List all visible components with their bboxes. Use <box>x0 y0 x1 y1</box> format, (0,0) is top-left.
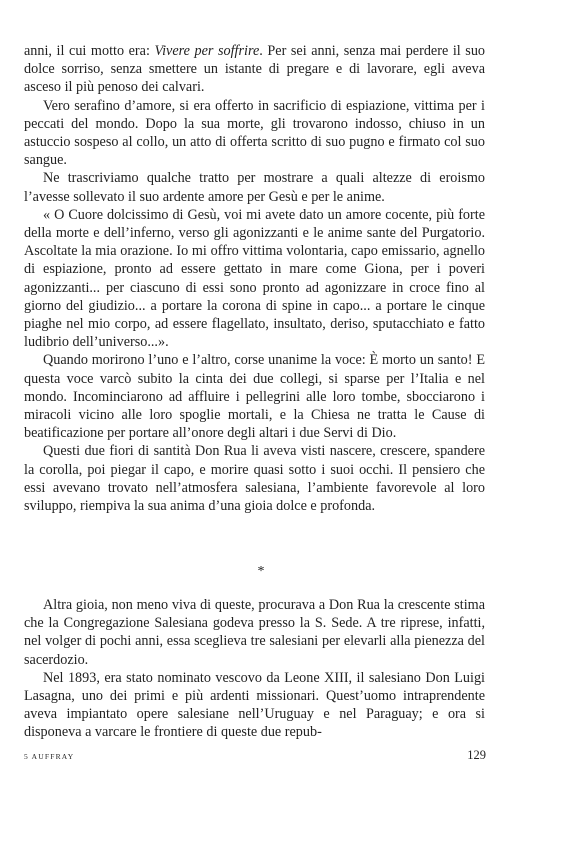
paragraph: Nel 1893, era stato nominato vescovo da Leone XIII, il salesiano Don Luigi Lasagna, uno dei primi e più ardenti missionari. Quest’uomo intraprendente aveva impiantato opere salesiane nell’Uruguay e nel Paraguay; e ora si disponeva a varcare le frontiere di queste due repub- <box>24 669 485 741</box>
paragraph: Altra gioia, non meno viva di queste, procurava a Don Rua la crescente stima che la Congregazione Salesiana godeva presso la S. Sede. A tre riprese, infatti, nel volger di pochi anni, essa sceglieva tre salesiani per elevarli alla pienezza del sacerdozio. <box>24 597 485 668</box>
paragraph: Questi due fiori di santità Don Rua li aveva visti nascere, crescere, spandere la corolla, poi piegar il capo, e morire quasi sotto i suoi occhi. Il pensiero che essi avevano trovato nell’atmosfera salesiana, l’ambiente favorevole al loro sviluppo, riempiva la sua anima d’una gioia dolce e profonda. <box>24 443 485 515</box>
text-block-top <box>24 42 485 515</box>
paragraph-text: anni, il cui motto era: <box>24 43 155 59</box>
text-block-bottom <box>24 596 485 742</box>
page-number: 129 <box>467 748 486 762</box>
motto-italic: Vivere per soffrire <box>154 43 260 59</box>
section-separator: * <box>257 564 265 579</box>
quotation-paragraph: « O Cuore dolcissimo di Gesù, voi mi avete dato un amore cocente, più forte della morte e dell’inferno, verso gli agonizzanti e le anime sante del Purgatorio. Ascoltate la mia orazione. Io mi offro vittima volontaria, capo emissario, agnello di espiazione, pronto ad essere gettato in mare come Giona, per i poveri agonizzanti... per ciascuno di essi sono pronto ad agonizzare in croce fino al giorno del giudizio... a portare la corona di spine in capo... a portare le cinque piaghe nel mio corpo, ad essere flagellato, insultato, deriso, sputacchiato e fatto ludibrio dell’universo...». <box>24 206 485 351</box>
paragraph-text: . Per sei anni, senza mai perdere il suo dolce sorriso, senza smettere un istante di pregare e di lavorare, egli aveva asceso il più penoso dei calvari. <box>24 43 486 96</box>
paragraph <box>24 42 485 97</box>
signature-mark: 5 AUFFRAY <box>24 752 75 761</box>
paragraph: Ne trascriviamo qualche tratto per mostrare a quali altezze di eroismo l’avesse sollevato il suo ardente amore per Gesù e per le anime. <box>24 170 485 205</box>
paragraph: Quando morirono l’uno e l’altro, corse unanime la voce: È morto un santo! E questa voce varcò subito la cinta dei due collegi, si sparse per l’Italia e nel mondo. Incominciarono ad affluire i pellegrini alle loro tombe, sbocciarono i miracoli vicino alle loro spoglie mortali, e la Chiesa ne tratta le Cause di beatificazione per portare all’onore degli altari i due Servi di Dio. <box>24 352 485 442</box>
paragraph: Vero serafino d’amore, si era offerto in sacrificio di espiazione, vittima per i peccati del mondo. Dopo la sua morte, gli trovarono indosso, chiuso in un astuccio sospeso al collo, un atto di offerta scritto di suo pugno e firmato col suo sangue. <box>24 97 485 169</box>
